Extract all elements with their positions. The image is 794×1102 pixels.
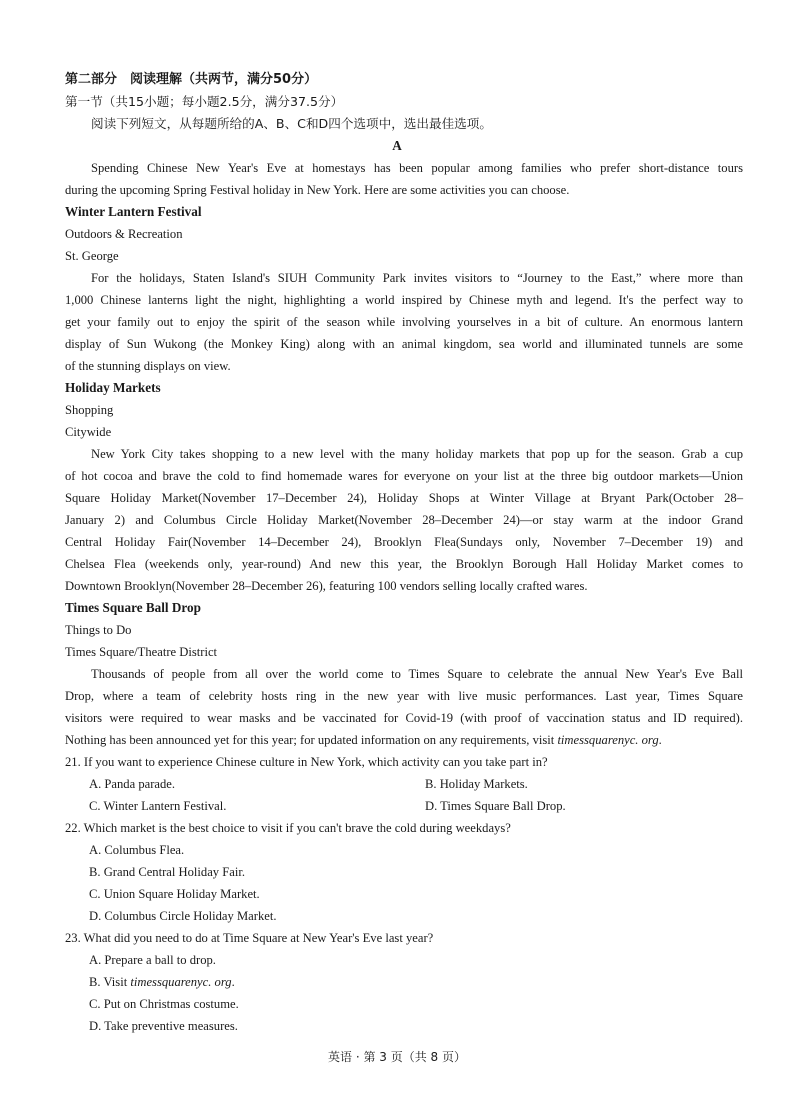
option-21-d[interactable]: D. Times Square Ball Drop. — [425, 799, 566, 813]
paragraph-line: 1,000 Chinese lanterns light the night, highlighting a world inspired by Chinese myth and legend. It's the perfect way to — [65, 293, 743, 307]
section-location: St. George — [65, 249, 119, 263]
option-23-b[interactable] — [89, 974, 235, 990]
paragraph-line: Central Holiday Fair(November 14–December 24), Brooklyn Flea(Sundays only, November 7–December 19) and — [65, 535, 743, 549]
option-23-c[interactable]: C. Put on Christmas costume. — [89, 997, 239, 1011]
paragraph-line — [65, 732, 743, 748]
option-21-c[interactable]: C. Winter Lantern Festival. — [89, 799, 227, 813]
paragraph-line: visitors were required to wear masks and be vaccinated for Covid-19 (with proof of vaccination status and ID required). — [65, 711, 743, 725]
paragraph-line: January 2) and Columbus Circle Holiday Market(November 28–December 24)—or stay warm at the indoor Grand — [65, 513, 743, 527]
paragraph-line: New York City takes shopping to a new level with the many holiday markets that pop up for the season. Grab a cup — [91, 447, 743, 461]
instruction: 阅读下列短文，从每题所给的A、B、C和D四个选项中，选出最佳选项。 — [91, 116, 492, 131]
option-23-d[interactable]: D. Take preventive measures. — [89, 1019, 238, 1033]
paragraph-line: Square Holiday Market(November 17–December 24), Holiday Shops at Winter Village at Bryant Park(October 28– — [65, 491, 743, 505]
section-title-winter-lantern: Winter Lantern Festival — [65, 204, 202, 219]
paragraph-line: display of Sun Wukong (the Monkey King) along with an animal kingdom, sea world and illuminated tunnels are some — [65, 337, 743, 351]
intro-line: during the upcoming Spring Festival holiday in New York. Here are some activities you can choose. — [65, 183, 570, 197]
paragraph-line: Chelsea Flea (weekends only, year-round) And new this year, the Brooklyn Borough Hall Holiday Market comes to — [65, 557, 743, 571]
question-stem-21: 21. If you want to experience Chinese culture in New York, which activity can you take part in? — [65, 755, 548, 769]
paragraph-text: . — [658, 733, 662, 747]
section-location: Times Square/Theatre District — [65, 645, 218, 659]
option-22-d[interactable]: D. Columbus Circle Holiday Market. — [89, 909, 277, 923]
website-link-text: timessquarenyc. org — [557, 733, 659, 747]
paragraph-text: Nothing has been announced yet for this year; for updated information on any requirements, visit — [65, 733, 558, 747]
section-category: Things to Do — [65, 623, 132, 637]
paragraph-line: For the holidays, Staten Island's SIUH Community Park invites visitors to “Journey to the East,” where more than — [91, 271, 743, 285]
section-location: Citywide — [65, 425, 112, 439]
paragraph-line: of hot cocoa and brave the cold to find homemade wares for everyone on your list at the three big outdoor markets—Union — [65, 469, 743, 483]
part-title: 第二部分 阅读理解（共两节，满分50分） — [65, 72, 318, 87]
page-footer: 英语 · 第 3 页（共 8 页） — [328, 1050, 466, 1064]
option-text: B. Visit — [89, 975, 131, 989]
paragraph-line: Drop, where a team of celebrity hosts ring in the new year with live music performances. Last year, Times Square — [65, 689, 743, 703]
paragraph-line: of the stunning displays on view. — [65, 359, 231, 373]
option-22-b[interactable]: B. Grand Central Holiday Fair. — [89, 865, 245, 879]
passage-label: A — [392, 138, 402, 153]
option-text: . — [231, 975, 235, 989]
paragraph-line: get your family out to enjoy the spirit of the season while involving yourselves in a bit of culture. An enormous lantern — [65, 315, 743, 329]
section-category: Shopping — [65, 403, 114, 417]
paragraph-line: Thousands of people from all over the world come to Times Square to celebrate the annual New Year's Eve Ball — [91, 667, 743, 681]
option-23-a[interactable]: A. Prepare a ball to drop. — [89, 953, 216, 967]
question-stem-22: 22. Which market is the best choice to visit if you can't brave the cold during weekdays? — [65, 821, 511, 835]
intro-line: Spending Chinese New Year's Eve at homestays has been popular among families who prefer short-distance tours — [91, 161, 743, 175]
section-category: Outdoors & Recreation — [65, 227, 183, 241]
section-title-holiday-markets: Holiday Markets — [65, 380, 161, 395]
section-title: 第一节（共15小题；每小题2.5分，满分37.5分） — [65, 94, 344, 109]
option-21-a[interactable]: A. Panda parade. — [89, 777, 176, 791]
option-22-a[interactable]: A. Columbus Flea. — [89, 843, 185, 857]
option-22-c[interactable]: C. Union Square Holiday Market. — [89, 887, 260, 901]
section-title-times-square: Times Square Ball Drop — [65, 600, 201, 615]
website-link-text: timessquarenyc. org — [130, 975, 232, 989]
option-21-b[interactable]: B. Holiday Markets. — [425, 777, 528, 791]
question-stem-23: 23. What did you need to do at Time Square at New Year's Eve last year? — [65, 931, 434, 945]
paragraph-line: Downtown Brooklyn(November 28–December 26), featuring 100 vendors selling locally crafted wares. — [65, 579, 588, 593]
